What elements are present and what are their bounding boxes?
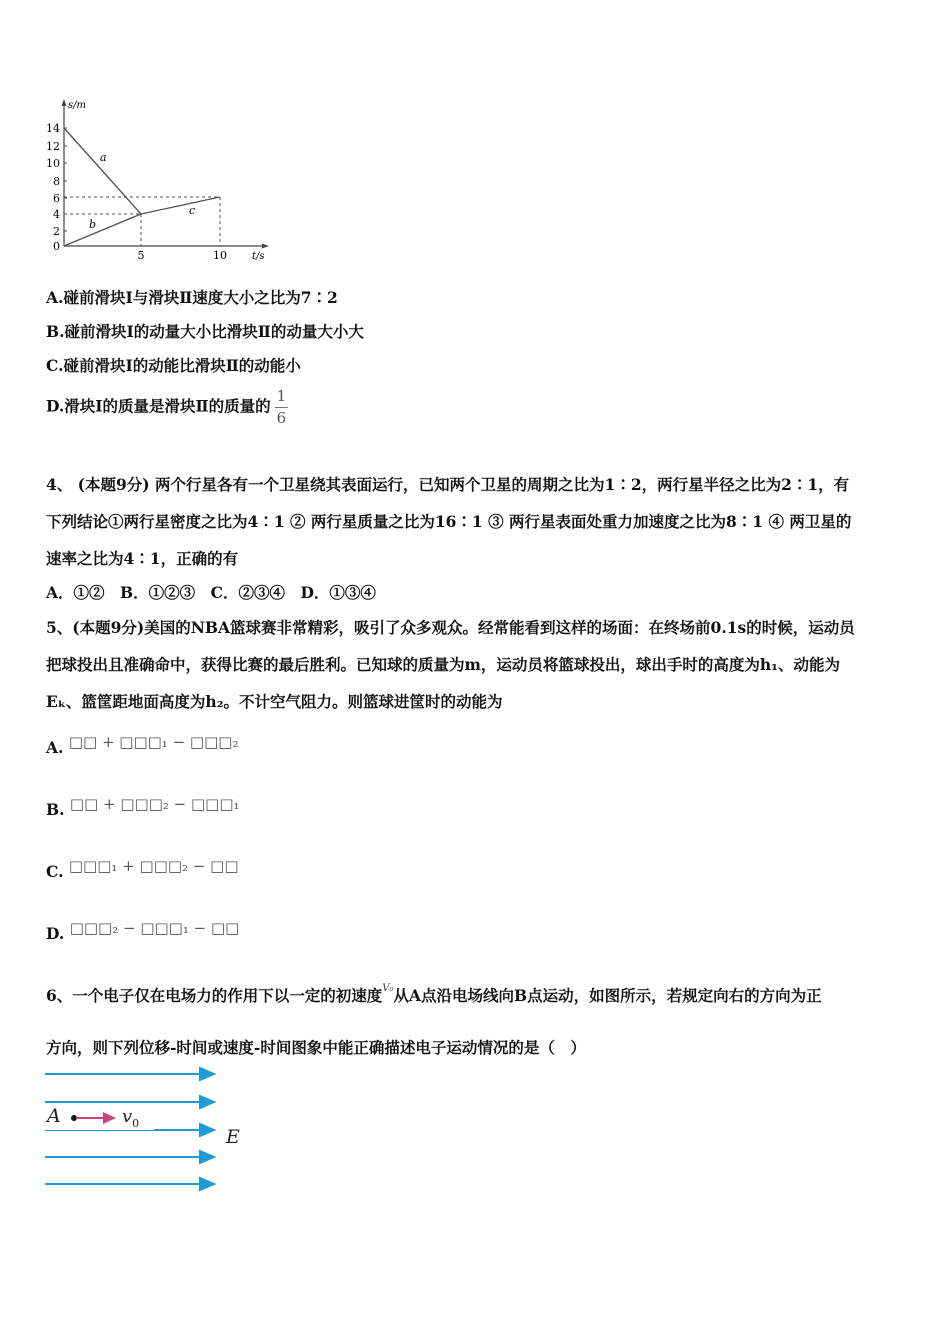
y-tick: 2 [53,225,60,238]
q5-option-b: B. □□ + □□□₂ − □□□₁ [46,795,240,819]
formula: □□□₁ + □□□₂ − □□ [68,857,239,875]
q5-line-3: Eₖ、篮筐距地面高度为h₂。不计空气阻力。则篮球进筐时的动能为 [46,692,503,711]
field-label: E [226,1126,240,1148]
y-axis-label: s/m [68,100,86,111]
line-a [64,128,141,214]
point-a-label: A [47,1105,61,1127]
x-axis-label: t/s [252,251,265,262]
q5-line-1: 5、(本题9分)美国的NBA篮球赛非常精彩，吸引了众多观众。经常能看到这样的场面：在终场前0.1s的时候，运动员 [46,618,855,637]
y-tick: 14 [46,122,60,135]
line-label-a: a [100,151,107,164]
q4-line-3: 速率之比为4∶1，正确的有 [46,549,239,568]
y-tick: 0 [53,240,60,253]
x-tick: 5 [137,249,145,262]
q6-line-2: 方向，则下列位移-时间或速度-时间图象中能正确描述电子运动情况的是（ ） [46,1038,586,1057]
v0-symbol: V₀ [382,983,394,994]
q3-option-a: A.碰前滑块Ⅰ与滑块Ⅱ速度大小之比为7∶2 [46,288,338,307]
electric-field-figure [40,1062,260,1197]
y-tick: 6 [53,192,60,205]
line-c [141,197,220,214]
q3-option-b: B.碰前滑块Ⅰ的动量大小比滑块Ⅱ的动量大小大 [46,322,364,341]
velocity-label: $v_0$ [122,1106,140,1130]
q4-line-2: 下列结论①两行星密度之比为4∶1 ② 两行星质量之比为16∶1 ③ 两行星表面处重力加速度之比为8∶1 ④ 两卫星的 [46,512,852,531]
x-tick: 10 [213,249,227,262]
st-graph [38,96,278,266]
y-tick: 8 [53,175,60,188]
y-ticks [46,122,60,253]
y-tick: 12 [46,140,60,153]
formula: □□ + □□□₂ − □□□₁ [69,795,240,813]
formula: □□ + □□□₁ − □□□₂ [68,733,239,751]
q4-line-1: 4、 (本题9分) 两个行星各有一个卫星绕其表面运行，已知两个卫星的周期之比为1∶2，两行星半径之比为2∶1，有 [46,475,850,494]
formula: □□□₂ − □□□₁ − □□ [69,919,240,937]
q5-option-d: D. □□□₂ − □□□₁ − □□ [46,919,240,943]
y-tick: 10 [46,157,60,170]
q4-options: A．①② B．①②③ C．②③④ D．①③④ [46,583,376,602]
q5-option-c: C. □□□₁ + □□□₂ − □□ [46,857,239,881]
fraction: $\frac{1}{6}$ [276,387,287,427]
q5-line-2: 把球投出且准确命中，获得比赛的最后胜利。已知球的质量为m，运动员将篮球投出，球出手时的高度为h₁、动能为 [46,655,840,674]
y-tick: 4 [53,208,60,221]
line-label-b: b [89,218,97,231]
q3-option-c: C.碰前滑块Ⅰ的动能比滑块Ⅱ的动能小 [46,356,301,375]
q3-option-d: D.滑块Ⅰ的质量是滑块Ⅱ的质量的 $\frac{1}{6}$ [46,387,287,427]
q6-line-1: 6、一个电子仅在电场力的作用下以一定的初速度$^{V_0}$从A点沿电场线向B点运动，如图所示，若规定向右的方向为正 [46,983,822,1005]
line-b [64,214,141,246]
line-label-c: c [189,204,196,217]
q5-option-a: A. □□ + □□□₁ − □□□₂ [46,733,239,757]
